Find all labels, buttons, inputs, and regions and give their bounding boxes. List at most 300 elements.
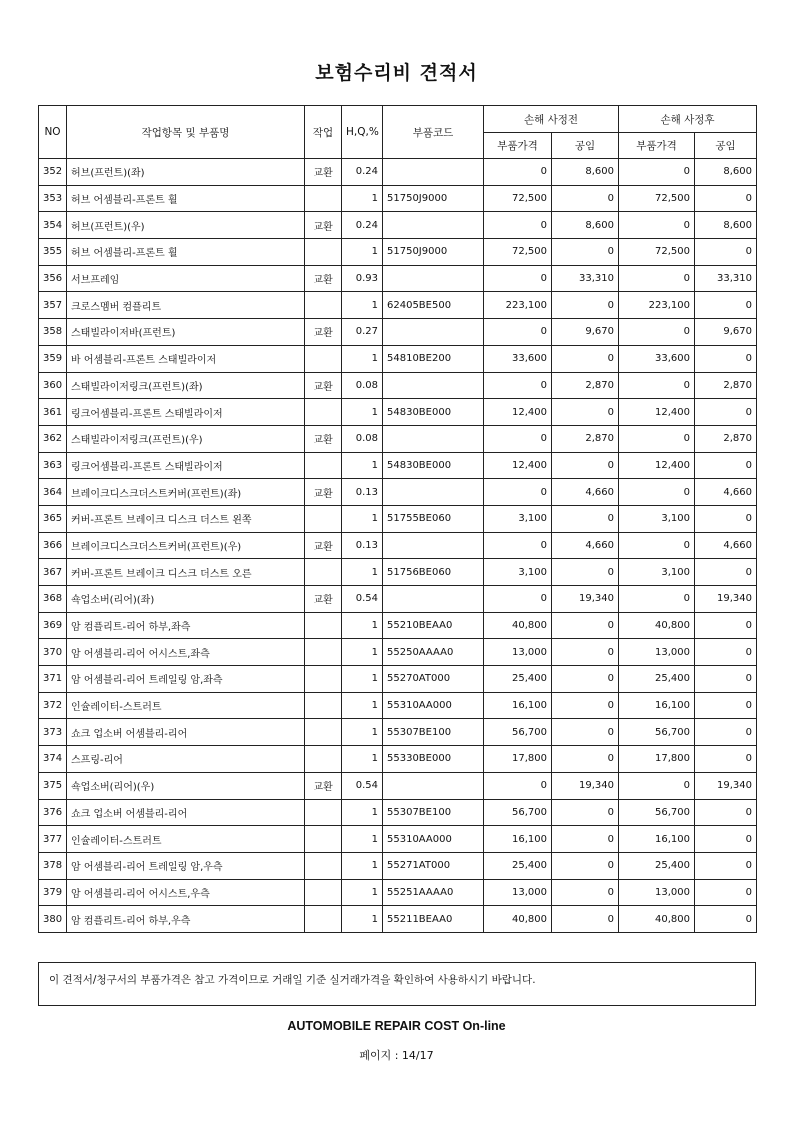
hq-value: 0.54 bbox=[342, 772, 383, 799]
hq-value: 1 bbox=[342, 746, 383, 773]
document-title: 보험수리비 견적서 bbox=[315, 62, 478, 84]
after-labor: 0 bbox=[695, 879, 757, 906]
row-no: 366 bbox=[39, 532, 67, 559]
table-row bbox=[39, 265, 757, 292]
before-labor: 0 bbox=[552, 612, 619, 639]
row-no: 357 bbox=[39, 292, 67, 319]
hq-value: 1 bbox=[342, 612, 383, 639]
after-part-price: 40,800 bbox=[619, 612, 695, 639]
row-no: 371 bbox=[39, 666, 67, 693]
part-name: 인슐레이터-스트러트 bbox=[67, 826, 305, 853]
part-code bbox=[383, 372, 484, 399]
before-part-price: 25,400 bbox=[484, 666, 552, 693]
row-no: 364 bbox=[39, 479, 67, 506]
after-labor: 0 bbox=[695, 559, 757, 586]
header-before-part-price: 부품가격 bbox=[484, 133, 552, 159]
part-name: 스태빌라이저링크(프런트)(우) bbox=[67, 425, 305, 452]
work-type bbox=[305, 799, 342, 826]
after-labor: 0 bbox=[695, 906, 757, 933]
before-part-price: 0 bbox=[484, 479, 552, 506]
table-row bbox=[39, 292, 757, 319]
part-code bbox=[383, 479, 484, 506]
after-part-price: 0 bbox=[619, 772, 695, 799]
part-code: 51750J9000 bbox=[383, 185, 484, 212]
part-code bbox=[383, 265, 484, 292]
part-name: 브레이크디스크더스트커버(프런트)(우) bbox=[67, 532, 305, 559]
before-labor: 2,870 bbox=[552, 425, 619, 452]
row-no: 352 bbox=[39, 159, 67, 186]
after-part-price: 0 bbox=[619, 319, 695, 346]
before-labor: 0 bbox=[552, 399, 619, 426]
hq-value: 1 bbox=[342, 692, 383, 719]
work-type bbox=[305, 746, 342, 773]
row-no: 368 bbox=[39, 586, 67, 613]
part-code: 54810BE200 bbox=[383, 345, 484, 372]
table-row bbox=[39, 185, 757, 212]
table-row bbox=[39, 906, 757, 933]
after-part-price: 3,100 bbox=[619, 559, 695, 586]
after-part-price: 56,700 bbox=[619, 719, 695, 746]
table-row bbox=[39, 479, 757, 506]
before-labor: 0 bbox=[552, 852, 619, 879]
before-labor: 19,340 bbox=[552, 772, 619, 799]
table-row bbox=[39, 505, 757, 532]
table-row bbox=[39, 372, 757, 399]
after-part-price: 16,100 bbox=[619, 692, 695, 719]
before-part-price: 13,000 bbox=[484, 639, 552, 666]
table-row bbox=[39, 425, 757, 452]
row-no: 367 bbox=[39, 559, 67, 586]
part-code: 55210BEAA0 bbox=[383, 612, 484, 639]
work-type: 교환 bbox=[305, 159, 342, 186]
part-name: 스태빌라이저바(프런트) bbox=[67, 319, 305, 346]
part-code: 55250AAAA0 bbox=[383, 639, 484, 666]
hq-value: 0.13 bbox=[342, 532, 383, 559]
before-part-price: 0 bbox=[484, 586, 552, 613]
table-row bbox=[39, 532, 757, 559]
work-type: 교환 bbox=[305, 212, 342, 239]
header-item: 작업항목 및 부품명 bbox=[67, 106, 305, 159]
part-name: 쇽업소버(리어)(좌) bbox=[67, 586, 305, 613]
table-row bbox=[39, 612, 757, 639]
row-no: 363 bbox=[39, 452, 67, 479]
before-part-price: 56,700 bbox=[484, 719, 552, 746]
work-type: 교환 bbox=[305, 586, 342, 613]
part-name: 스프링-리어 bbox=[67, 746, 305, 773]
before-labor: 0 bbox=[552, 185, 619, 212]
hq-value: 0.24 bbox=[342, 212, 383, 239]
after-part-price: 3,100 bbox=[619, 505, 695, 532]
work-type: 교환 bbox=[305, 265, 342, 292]
hq-value: 0.93 bbox=[342, 265, 383, 292]
after-labor: 0 bbox=[695, 666, 757, 693]
after-part-price: 16,100 bbox=[619, 826, 695, 853]
before-part-price: 12,400 bbox=[484, 399, 552, 426]
hq-value: 1 bbox=[342, 799, 383, 826]
work-type bbox=[305, 452, 342, 479]
hq-value: 1 bbox=[342, 719, 383, 746]
part-name: 허브(프런트)(좌) bbox=[67, 159, 305, 186]
row-no: 379 bbox=[39, 879, 67, 906]
hq-value: 0.27 bbox=[342, 319, 383, 346]
work-type: 교환 bbox=[305, 425, 342, 452]
hq-value: 1 bbox=[342, 452, 383, 479]
row-no: 362 bbox=[39, 425, 67, 452]
part-name: 크로스멤버 컴플리트 bbox=[67, 292, 305, 319]
after-part-price: 33,600 bbox=[619, 345, 695, 372]
hq-value: 1 bbox=[342, 292, 383, 319]
row-no: 380 bbox=[39, 906, 67, 933]
work-type bbox=[305, 345, 342, 372]
part-code bbox=[383, 159, 484, 186]
part-code bbox=[383, 586, 484, 613]
after-labor: 0 bbox=[695, 399, 757, 426]
part-name: 쇽업소버(리어)(우) bbox=[67, 772, 305, 799]
after-labor: 19,340 bbox=[695, 586, 757, 613]
after-part-price: 13,000 bbox=[619, 879, 695, 906]
row-no: 356 bbox=[39, 265, 67, 292]
after-part-price: 223,100 bbox=[619, 292, 695, 319]
work-type bbox=[305, 505, 342, 532]
header-before-assessment: 손해 사정전 bbox=[484, 106, 619, 133]
after-part-price: 12,400 bbox=[619, 452, 695, 479]
work-type bbox=[305, 612, 342, 639]
before-labor: 0 bbox=[552, 746, 619, 773]
row-no: 359 bbox=[39, 345, 67, 372]
after-labor: 9,670 bbox=[695, 319, 757, 346]
price-notice: 이 견적서/청구서의 부품가격은 참고 가격이므로 거래일 기준 실거래가격을 확인하여 사용하시기 바랍니다. bbox=[38, 962, 756, 1006]
before-labor: 19,340 bbox=[552, 586, 619, 613]
after-labor: 0 bbox=[695, 826, 757, 853]
work-type: 교환 bbox=[305, 372, 342, 399]
after-part-price: 56,700 bbox=[619, 799, 695, 826]
work-type: 교환 bbox=[305, 772, 342, 799]
work-type: 교환 bbox=[305, 479, 342, 506]
work-type: 교환 bbox=[305, 532, 342, 559]
part-name: 암 컴플리트-리어 하부,좌측 bbox=[67, 612, 305, 639]
before-labor: 0 bbox=[552, 719, 619, 746]
before-part-price: 16,100 bbox=[484, 692, 552, 719]
before-part-price: 3,100 bbox=[484, 505, 552, 532]
table-row bbox=[39, 212, 757, 239]
hq-value: 0.24 bbox=[342, 159, 383, 186]
before-part-price: 56,700 bbox=[484, 799, 552, 826]
part-code: 55271AT000 bbox=[383, 852, 484, 879]
hq-value: 1 bbox=[342, 639, 383, 666]
part-code: 55251AAAA0 bbox=[383, 879, 484, 906]
row-no: 370 bbox=[39, 639, 67, 666]
work-type bbox=[305, 852, 342, 879]
work-type bbox=[305, 719, 342, 746]
table-row bbox=[39, 345, 757, 372]
after-part-price: 12,400 bbox=[619, 399, 695, 426]
hq-value: 1 bbox=[342, 666, 383, 693]
part-code: 55307BE100 bbox=[383, 799, 484, 826]
row-no: 353 bbox=[39, 185, 67, 212]
before-part-price: 223,100 bbox=[484, 292, 552, 319]
part-name: 쇼크 업소버 어셈블리-리어 bbox=[67, 799, 305, 826]
part-name: 쇼크 업소버 어셈블리-리어 bbox=[67, 719, 305, 746]
table-row bbox=[39, 692, 757, 719]
after-labor: 4,660 bbox=[695, 532, 757, 559]
header-before-labor: 공임 bbox=[552, 133, 619, 159]
row-no: 358 bbox=[39, 319, 67, 346]
work-type bbox=[305, 559, 342, 586]
after-part-price: 25,400 bbox=[619, 666, 695, 693]
header-work: 작업 bbox=[305, 106, 342, 159]
hq-value: 0.13 bbox=[342, 479, 383, 506]
row-no: 374 bbox=[39, 746, 67, 773]
after-labor: 19,340 bbox=[695, 772, 757, 799]
hq-value: 1 bbox=[342, 399, 383, 426]
part-name: 인슐레이터-스트러트 bbox=[67, 692, 305, 719]
before-labor: 33,310 bbox=[552, 265, 619, 292]
part-name: 허브 어셈블리-프론트 휠 bbox=[67, 239, 305, 266]
after-labor: 4,660 bbox=[695, 479, 757, 506]
part-name: 커버-프론트 브레이크 디스크 더스트 왼쪽 bbox=[67, 505, 305, 532]
hq-value: 1 bbox=[342, 239, 383, 266]
hq-value: 1 bbox=[342, 185, 383, 212]
part-code: 51750J9000 bbox=[383, 239, 484, 266]
before-part-price: 0 bbox=[484, 159, 552, 186]
table-row bbox=[39, 559, 757, 586]
hq-value: 1 bbox=[342, 879, 383, 906]
after-part-price: 0 bbox=[619, 586, 695, 613]
page-number: 페이지 : 14/17 bbox=[359, 1049, 434, 1062]
row-no: 360 bbox=[39, 372, 67, 399]
after-part-price: 0 bbox=[619, 212, 695, 239]
before-part-price: 72,500 bbox=[484, 239, 552, 266]
part-name: 링크어셈블리-프론트 스태빌라이저 bbox=[67, 399, 305, 426]
after-labor: 0 bbox=[695, 239, 757, 266]
part-name: 링크어셈블리-프론트 스태빌라이저 bbox=[67, 452, 305, 479]
hq-value: 0.54 bbox=[342, 586, 383, 613]
part-name: 스태빌라이저링크(프런트)(좌) bbox=[67, 372, 305, 399]
before-labor: 0 bbox=[552, 906, 619, 933]
before-part-price: 3,100 bbox=[484, 559, 552, 586]
after-labor: 33,310 bbox=[695, 265, 757, 292]
hq-value: 1 bbox=[342, 826, 383, 853]
part-code: 54830BE000 bbox=[383, 452, 484, 479]
before-part-price: 25,400 bbox=[484, 852, 552, 879]
part-code: 55310AA000 bbox=[383, 826, 484, 853]
after-part-price: 72,500 bbox=[619, 185, 695, 212]
before-part-price: 0 bbox=[484, 265, 552, 292]
row-no: 376 bbox=[39, 799, 67, 826]
before-labor: 0 bbox=[552, 452, 619, 479]
part-name: 암 컴플리트-리어 하부,우측 bbox=[67, 906, 305, 933]
before-labor: 0 bbox=[552, 505, 619, 532]
after-part-price: 25,400 bbox=[619, 852, 695, 879]
header-no: NO bbox=[39, 106, 67, 159]
work-type bbox=[305, 399, 342, 426]
part-code: 55310AA000 bbox=[383, 692, 484, 719]
after-part-price: 0 bbox=[619, 265, 695, 292]
header-after-labor: 공임 bbox=[695, 133, 757, 159]
part-code: 62405BE500 bbox=[383, 292, 484, 319]
row-no: 375 bbox=[39, 772, 67, 799]
row-no: 369 bbox=[39, 612, 67, 639]
before-labor: 0 bbox=[552, 292, 619, 319]
table-row bbox=[39, 159, 757, 186]
part-code: 54830BE000 bbox=[383, 399, 484, 426]
before-part-price: 33,600 bbox=[484, 345, 552, 372]
before-part-price: 0 bbox=[484, 372, 552, 399]
before-labor: 0 bbox=[552, 239, 619, 266]
part-code: 51755BE060 bbox=[383, 505, 484, 532]
after-labor: 0 bbox=[695, 746, 757, 773]
row-no: 377 bbox=[39, 826, 67, 853]
work-type bbox=[305, 879, 342, 906]
after-labor: 0 bbox=[695, 692, 757, 719]
after-labor: 0 bbox=[695, 185, 757, 212]
before-part-price: 0 bbox=[484, 319, 552, 346]
after-labor: 0 bbox=[695, 345, 757, 372]
hq-value: 1 bbox=[342, 505, 383, 532]
after-part-price: 72,500 bbox=[619, 239, 695, 266]
after-labor: 0 bbox=[695, 639, 757, 666]
part-name: 암 어셈블리-리어 어시스트,우측 bbox=[67, 879, 305, 906]
table-row bbox=[39, 452, 757, 479]
after-labor: 0 bbox=[695, 452, 757, 479]
after-part-price: 0 bbox=[619, 372, 695, 399]
header-after-part-price: 부품가격 bbox=[619, 133, 695, 159]
part-name: 서브프레임 bbox=[67, 265, 305, 292]
before-labor: 8,600 bbox=[552, 212, 619, 239]
after-labor: 8,600 bbox=[695, 212, 757, 239]
before-part-price: 40,800 bbox=[484, 906, 552, 933]
before-labor: 0 bbox=[552, 879, 619, 906]
row-no: 373 bbox=[39, 719, 67, 746]
part-code bbox=[383, 532, 484, 559]
row-no: 361 bbox=[39, 399, 67, 426]
after-part-price: 0 bbox=[619, 479, 695, 506]
after-part-price: 0 bbox=[619, 425, 695, 452]
before-labor: 4,660 bbox=[552, 532, 619, 559]
after-labor: 8,600 bbox=[695, 159, 757, 186]
before-labor: 9,670 bbox=[552, 319, 619, 346]
before-labor: 0 bbox=[552, 559, 619, 586]
row-no: 378 bbox=[39, 852, 67, 879]
work-type bbox=[305, 185, 342, 212]
after-labor: 0 bbox=[695, 719, 757, 746]
part-name: 허브(프런트)(우) bbox=[67, 212, 305, 239]
before-labor: 0 bbox=[552, 826, 619, 853]
hq-value: 0.08 bbox=[342, 425, 383, 452]
row-no: 372 bbox=[39, 692, 67, 719]
row-no: 355 bbox=[39, 239, 67, 266]
before-labor: 4,660 bbox=[552, 479, 619, 506]
before-labor: 0 bbox=[552, 345, 619, 372]
work-type bbox=[305, 292, 342, 319]
table-row bbox=[39, 319, 757, 346]
hq-value: 1 bbox=[342, 906, 383, 933]
table-row bbox=[39, 852, 757, 879]
part-code bbox=[383, 425, 484, 452]
part-name: 허브 어셈블리-프론트 휠 bbox=[67, 185, 305, 212]
part-name: 암 어셈블리-리어 트레일링 암,좌측 bbox=[67, 666, 305, 693]
before-labor: 0 bbox=[552, 799, 619, 826]
part-code bbox=[383, 212, 484, 239]
footer-brand: AUTOMOBILE REPAIR COST On-line bbox=[287, 1019, 506, 1033]
after-labor: 2,870 bbox=[695, 425, 757, 452]
part-code bbox=[383, 772, 484, 799]
part-code: 55211BEAA0 bbox=[383, 906, 484, 933]
before-part-price: 17,800 bbox=[484, 746, 552, 773]
table-row bbox=[39, 719, 757, 746]
after-part-price: 0 bbox=[619, 159, 695, 186]
header-after-assessment: 손해 사정후 bbox=[619, 106, 757, 133]
hq-value: 0.08 bbox=[342, 372, 383, 399]
work-type bbox=[305, 692, 342, 719]
table-row bbox=[39, 586, 757, 613]
part-name: 바 어셈블리-프론트 스태빌라이저 bbox=[67, 345, 305, 372]
table-row bbox=[39, 639, 757, 666]
hq-value: 1 bbox=[342, 345, 383, 372]
after-part-price: 0 bbox=[619, 532, 695, 559]
work-type bbox=[305, 906, 342, 933]
before-part-price: 12,400 bbox=[484, 452, 552, 479]
after-labor: 0 bbox=[695, 852, 757, 879]
before-labor: 0 bbox=[552, 639, 619, 666]
part-name: 커버-프론트 브레이크 디스크 더스트 오른 bbox=[67, 559, 305, 586]
hq-value: 1 bbox=[342, 559, 383, 586]
before-part-price: 16,100 bbox=[484, 826, 552, 853]
part-code bbox=[383, 319, 484, 346]
before-part-price: 0 bbox=[484, 425, 552, 452]
table-row bbox=[39, 666, 757, 693]
work-type bbox=[305, 639, 342, 666]
row-no: 365 bbox=[39, 505, 67, 532]
after-labor: 0 bbox=[695, 292, 757, 319]
part-code: 55330BE000 bbox=[383, 746, 484, 773]
part-name: 암 어셈블리-리어 어시스트,좌측 bbox=[67, 639, 305, 666]
table-row bbox=[39, 799, 757, 826]
work-type bbox=[305, 239, 342, 266]
work-type bbox=[305, 826, 342, 853]
before-part-price: 40,800 bbox=[484, 612, 552, 639]
work-type: 교환 bbox=[305, 319, 342, 346]
before-part-price: 0 bbox=[484, 212, 552, 239]
table-row bbox=[39, 772, 757, 799]
table-row bbox=[39, 746, 757, 773]
hq-value: 1 bbox=[342, 852, 383, 879]
after-labor: 0 bbox=[695, 612, 757, 639]
part-code: 55270AT000 bbox=[383, 666, 484, 693]
after-part-price: 40,800 bbox=[619, 906, 695, 933]
after-part-price: 17,800 bbox=[619, 746, 695, 773]
before-labor: 8,600 bbox=[552, 159, 619, 186]
before-part-price: 13,000 bbox=[484, 879, 552, 906]
table-row bbox=[39, 239, 757, 266]
after-labor: 2,870 bbox=[695, 372, 757, 399]
part-code: 51756BE060 bbox=[383, 559, 484, 586]
after-labor: 0 bbox=[695, 799, 757, 826]
after-labor: 0 bbox=[695, 505, 757, 532]
before-labor: 0 bbox=[552, 692, 619, 719]
before-part-price: 72,500 bbox=[484, 185, 552, 212]
work-type bbox=[305, 666, 342, 693]
table-row bbox=[39, 399, 757, 426]
table-row bbox=[39, 879, 757, 906]
header-hq: H,Q,% bbox=[342, 106, 383, 159]
before-part-price: 0 bbox=[484, 532, 552, 559]
table-row bbox=[39, 826, 757, 853]
row-no: 354 bbox=[39, 212, 67, 239]
header-part-code: 부품코드 bbox=[383, 106, 484, 159]
after-part-price: 13,000 bbox=[619, 639, 695, 666]
part-name: 암 어셈블리-리어 트레일링 암,우측 bbox=[67, 852, 305, 879]
